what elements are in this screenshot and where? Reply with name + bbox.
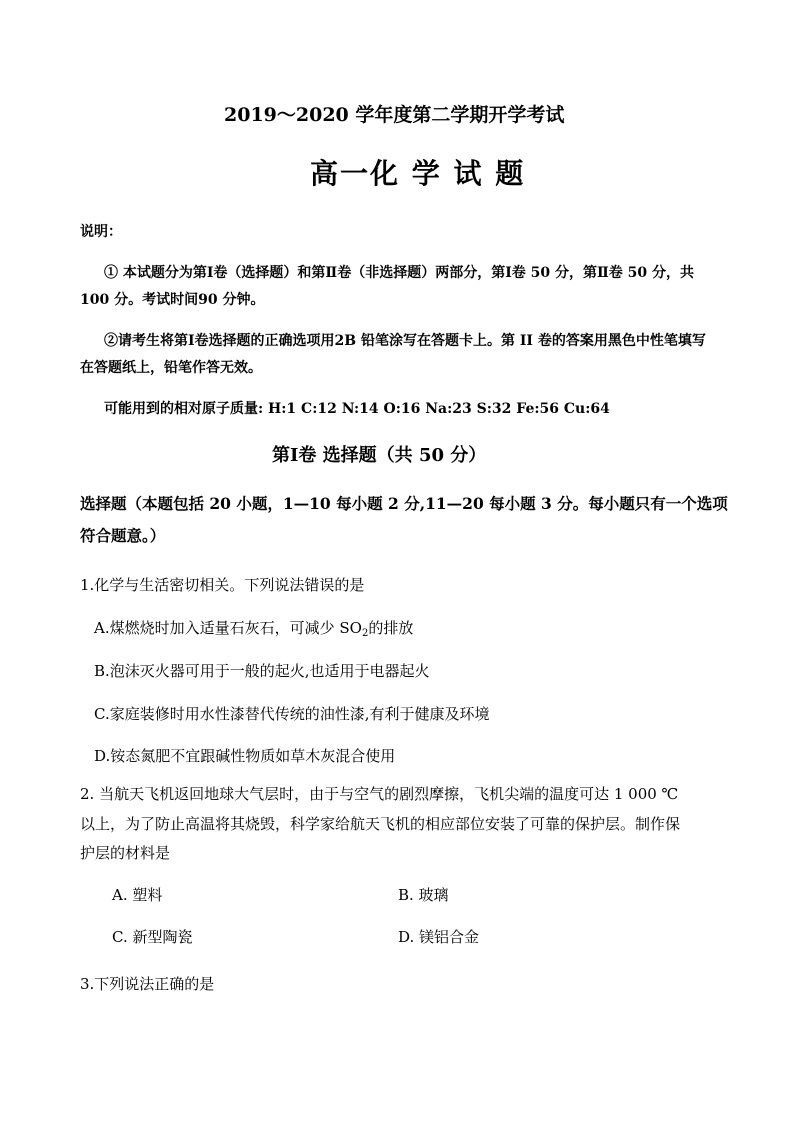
question-2-stem-line-3: 护层的材料是 [80,844,171,862]
section-desc-line-2: 符合题意。） [80,526,166,545]
question-3-stem: 3.下列说法正确的是 [80,975,215,993]
question-2-option-a: A. 塑料 [112,886,163,904]
option-a-text: A.煤燃烧时加入适量石灰石，可减少 SO [94,619,362,637]
option-a-suffix: 的排放 [368,619,414,637]
question-2-stem-line-1: 2. 当航天飞机返回地球大气层时，由于与空气的剧烈摩擦，飞机尖端的温度可达 1 000 ℃ [80,785,679,803]
question-1-option-a [94,617,413,638]
section-title: 第Ⅰ卷 选择题（共 50 分） [272,445,487,466]
subscript: 2 [361,628,369,639]
instruction-1-line-2: 100 分。考试时间90 分钟。 [80,292,265,308]
instruction-2-line-1: ②请考生将第Ⅰ卷选择题的正确选项用2B 铅笔涂写在答题卡上。第 II 卷的答案用黑色中性笔填写 [104,333,706,349]
question-2-stem-line-2: 以上，为了防止高温将其烧毁，科学家给航天飞机的相应部位安装了可靠的保护层。制作保 [80,815,681,833]
instruction-2-line-2: 在答题纸上，铅笔作答无效。 [80,360,262,376]
exam-title: 2019～2020 学年度第二学期开学考试 [224,104,565,126]
section-desc-line-1: 选择题（本题包括 20 小题，1—10 每小题 2 分,11—20 每小题 3 分。每小题只有一个选项 [80,494,728,513]
subject-title: 高一化 学 试 题 [310,157,526,190]
instructions-label: 说明： [80,224,122,240]
atomic-mass-line: 可能用到的相对原子质量: H:1 C:12 N:14 O:16 Na:23 S:32 Fe:56 Cu:64 [104,401,610,417]
question-2-option-c: C. 新型陶瓷 [112,928,193,946]
question-1-option-b: B.泡沫灭火器可用于一般的起火,也适用于电器起火 [94,662,430,680]
question-2-option-b: B. 玻璃 [398,886,449,904]
instruction-1-line-1: ① 本试题分为第Ⅰ卷（选择题）和第Ⅱ卷（非选择题）两部分，第Ⅰ卷 50 分，第Ⅱ卷 50 分，共 [104,265,695,281]
question-1-option-c: C.家庭装修时用水性漆替代传统的油性漆,有利于健康及环境 [94,705,490,723]
question-1-option-d: D.铵态氮肥不宜跟碱性物质如草木灰混合使用 [94,747,396,765]
question-1-stem: 1.化学与生活密切相关。下列说法错误的是 [80,576,365,594]
question-2-option-d: D. 镁铝合金 [398,928,480,946]
